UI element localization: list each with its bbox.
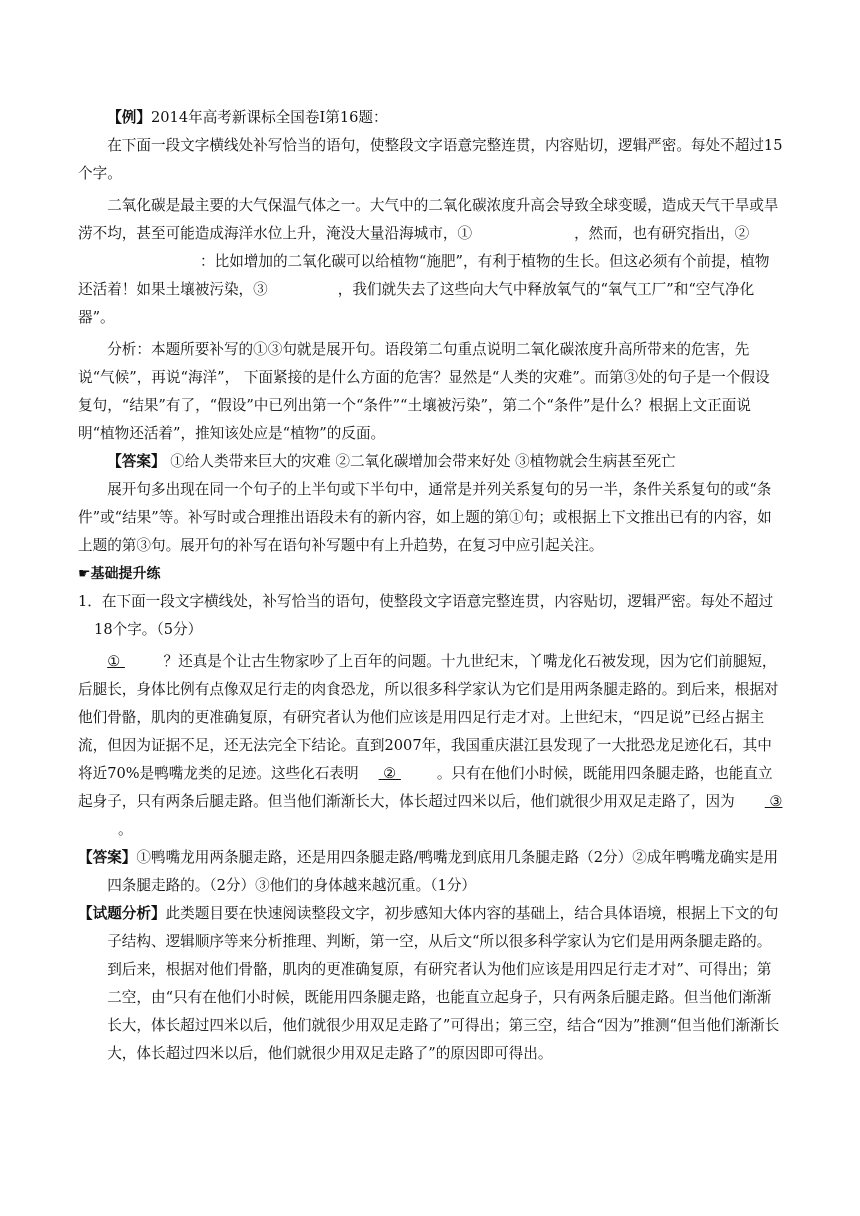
- analysis-text: 此类题目要在快速阅读整段文字，初步感知大体内容的基础上，结合具体语境，根据上下文的句子结构、逻辑顺序等来分析推理、判断，第一空，从后文“所以很多科学家认为它们是用两条腿走路的。到后来，根据对他们骨骼，肌肉的更准确复原，有研究者认为他们应该是用四足行走才对”、可得出；第二空，由“只有在他们小时候，既能用四条腿走路，也能直立起身子，只有两条后腿走路。但当他们渐渐长大，体长超过四米以后，他们就很少用双足走路了”可得出；第三空，结合“因为”推测“但当他们渐渐长大，体长超过四米以后，他们就很少用双足走路了”的原因即可得出。: [107, 905, 780, 1062]
- question-stem-text: 在下面一段文字横线处，补写恰当的语句，使整段文字语意完整连贯，内容贴切，逻辑严密。每处不超过18个字。（5分）: [94, 593, 774, 638]
- example-analysis: 分析：本题所要补写的①③句就是展开句。语段第二句重点说明二氧化碳浓度升高所带来的危害，先说“气候”，再说“海洋”， 下面紧接的是什么方面的危害？显然是“人类的灾难”。而第③处的句子是一个假设复句，“结果”有了，“假设”中已列出第一个“条件”“土壤被污染”，第二个“条件”是什么？根据上文正面说明“植物还活着”，推知该处应是“植物”的反面。: [78, 341, 770, 442]
- blank-marker-1: ①: [457, 225, 473, 242]
- question-1-stem: [78, 588, 784, 644]
- question-blank-2: ②: [378, 765, 401, 782]
- example-explanation: 展开句多出现在同一个句子的上半句或下半句中，通常是并列关系复句的另一半，条件关系复句的或“条件”或“结果”等。补写时或合理推出语段未有的新内容，如上题的第①句；或根据上下文推出已有的内容，如上题的第③句。展开句的补写在语句补写题中有上升趋势，在复习中应引起关注。: [78, 481, 772, 554]
- answer-text: ①给人类带来巨大的灾难 ②二氧化碳增加会带来好处 ③植物就会生病甚至死亡: [165, 453, 676, 470]
- passage-part-c: ：比如增加的二氧化碳可以给植物“施肥”，有利于植物的生长。但这必须有个前提，植物还活着！如果土壤被污染，: [78, 253, 770, 298]
- example-instruction: 在下面一段文字横线处补写恰当的语句，使整段文字语意完整连贯，内容贴切，逻辑严密。每处不超过15个字。: [78, 137, 783, 182]
- example-answer: [78, 448, 784, 476]
- answer-text: ①鸭嘴龙用两条腿走路，还是用四条腿走路/鸭嘴龙到底用几条腿走路（2分）②成年鸭嘴龙确实是用四条腿走路的。（2分）③他们的身体越来越沉重。（1分）: [107, 849, 779, 894]
- question-number: 1．: [78, 593, 102, 610]
- blank-marker-3: ③: [253, 281, 268, 298]
- question-passage-part-3: 。: [118, 821, 133, 838]
- question-blank-3: ③: [764, 793, 783, 810]
- answer-label: 【答案】: [107, 453, 166, 470]
- blank-marker-2: ②: [734, 225, 750, 242]
- question-1-analysis: [78, 900, 784, 1068]
- example-bracket: 【例】: [107, 109, 151, 126]
- question-blank-1: ①: [107, 653, 125, 670]
- question-1-answer: [78, 844, 784, 900]
- question-passage-part-1: ？还真是个让古生物家吵了上百年的问题。十九世纪末，丫嘴龙化石被发现，因为它们前腿短，后腿长，身体比例有点像双足行走的肉食恐龙，所以很多科学家认为它们是用两条腿走路的。到后来，根据对他们骨骼，肌肉的更准确复原，有研究者认为他们应该是用四足行走才对。上世纪末，“四足说”已经占据主流，但因为证据不足，还无法完全下结论。直到2007年，我国重庆湛江县发现了一大批恐龙足迹化石，其中将近70%是鸭嘴龙类的足迹。这些化石表明: [78, 653, 779, 782]
- passage-part-d: ，我们就失去了这些向大气中释放氧气的“氧气工厂”和“空气净化器”。: [78, 281, 755, 326]
- example-passage: [78, 192, 784, 332]
- section-title: ☛基础提升练: [78, 566, 161, 582]
- passage-part-a: 二氧化碳是最主要的大气保温气体之一。大气中的二氧化碳浓度升高会导致全球变暖，造成天气干旱或旱涝不均，甚至可能造成海洋水位上升，淹没大量沿海城市，: [78, 197, 779, 242]
- example-header: [78, 104, 784, 132]
- passage-part-b: ，然而，也有研究指出，: [574, 225, 735, 242]
- analysis-label: 【试题分析】: [78, 905, 166, 922]
- question-1-passage: [78, 648, 784, 844]
- document-page: [78, 104, 784, 1068]
- answer-label: 【答案】: [78, 849, 137, 866]
- example-header-text: 2014年高考新课标全国卷Ⅰ第16题：: [150, 109, 388, 126]
- question-passage-part-2: 。只有在他们小时候，既能用四条腿走路，也能直立起身子，只有两条后腿走路。但当他们渐渐长大，体长超过四米以后，他们就很少用双足走路了，因为: [78, 765, 773, 810]
